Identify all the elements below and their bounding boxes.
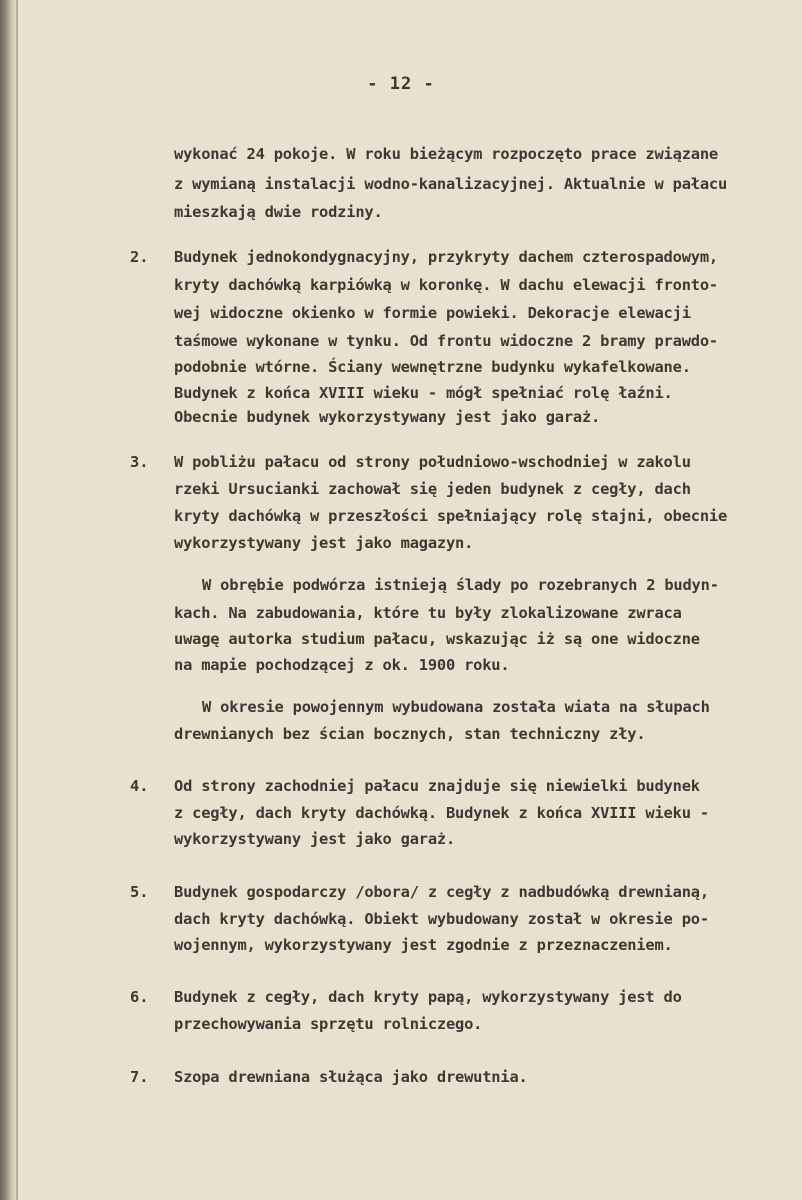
item-number: 6. — [130, 988, 149, 1006]
text-line: taśmowe wykonane w tynku. Od frontu widoczne 2 bramy prawdo- — [174, 332, 718, 350]
item-number: 5. — [130, 883, 149, 901]
page-number: - 12 - — [367, 74, 435, 94]
text-line: kryty dachówką karpiówką w koronkę. W dachu elewacji fronto- — [174, 276, 718, 294]
text-line: drewnianych bez ścian bocznych, stan techniczny zły. — [174, 725, 646, 743]
item-number: 4. — [130, 777, 149, 795]
text-line: Obecnie budynek wykorzystywany jest jako garaż. — [174, 408, 601, 426]
text-line: podobnie wtórne. Ściany wewnętrzne budynku wykafelkowane. — [174, 358, 691, 376]
text-line: kach. Na zabudowania, które tu były zlokalizowane zwraca — [174, 604, 682, 622]
text-line: W pobliżu pałacu od strony południowo-wschodniej w zakolu — [174, 453, 691, 471]
text-line: W okresie powojennym wybudowana została wiata na słupach — [202, 698, 710, 716]
text-line: uwagę autorka studium pałacu, wskazując iż są one widoczne — [174, 630, 700, 648]
text-line: Szopa drewniana służąca jako drewutnia. — [174, 1068, 528, 1086]
text-line: z cegły, dach kryty dachówką. Budynek z końca XVIII wieku - — [174, 804, 709, 822]
text-line: W obrębie podwórza istnieją ślady po rozebranych 2 budyn- — [202, 576, 719, 594]
text-line: z wymianą instalacji wodno-kanalizacyjnej. Aktualnie w pałacu — [174, 175, 728, 193]
text-line: Budynek z końca XVIII wieku - mógł spełniać rolę łaźni. — [174, 384, 673, 402]
text-line: wykonać 24 pokoje. W roku bieżącym rozpoczęto prace związane — [174, 145, 718, 163]
item-number: 2. — [130, 248, 149, 266]
scan-edge-line — [16, 0, 18, 1200]
text-line: rzeki Ursucianki zachował się jeden budynek z cegły, dach — [174, 480, 691, 498]
text-line: Budynek z cegły, dach kryty papą, wykorzystywany jest do — [174, 988, 682, 1006]
text-line: wojennym, wykorzystywany jest zgodnie z przeznaczeniem. — [174, 936, 673, 954]
text-line: dach kryty dachówką. Obiekt wybudowany został w okresie po- — [174, 910, 709, 928]
item-number: 7. — [130, 1068, 149, 1086]
text-line: Od strony zachodniej pałacu znajduje się niewielki budynek — [174, 777, 700, 795]
text-line: Budynek jednokondygnacyjny, przykryty dachem czterospadowym, — [174, 248, 718, 266]
text-line: na mapie pochodzącej z ok. 1900 roku. — [174, 656, 510, 674]
scan-binding-edge — [0, 0, 16, 1200]
item-number: 3. — [130, 453, 149, 471]
text-line: kryty dachówką w przeszłości spełniający rolę stajni, obecnie — [174, 507, 728, 525]
text-line: przechowywania sprzętu rolniczego. — [174, 1015, 483, 1033]
text-line: Budynek gospodarczy /obora/ z cegły z nadbudówką drewnianą, — [174, 883, 709, 901]
text-line: wej widoczne okienko w formie powieki. Dekoracje elewacji — [174, 304, 691, 322]
text-line: wykorzystywany jest jako magazyn. — [174, 534, 474, 552]
text-line: wykorzystywany jest jako garaż. — [174, 830, 456, 848]
text-line: mieszkają dwie rodziny. — [174, 203, 383, 221]
